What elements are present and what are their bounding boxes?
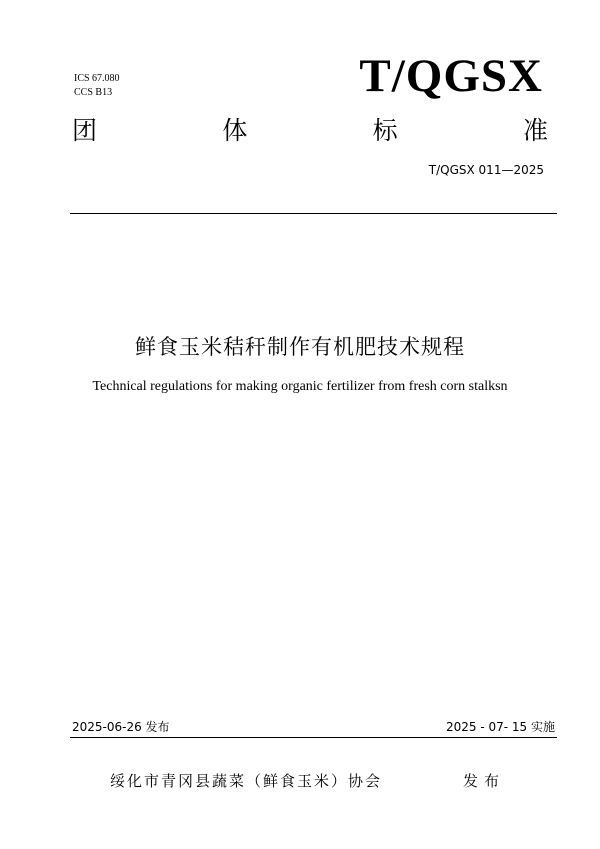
classification-codes [74, 72, 120, 100]
footer-divider [70, 737, 557, 738]
standard-type-char: 准 [522, 116, 548, 145]
standard-type-char: 标 [372, 116, 398, 145]
header-divider [70, 213, 557, 214]
document-title-english: Technical regulations for making organic fertilizer from fresh corn stalksn [92, 379, 508, 394]
ccs-code: CCS B13 [74, 87, 113, 98]
standard-type-char: 团 [72, 116, 98, 145]
effective-date: 2025 - 07- 15 实施 [446, 720, 555, 734]
ics-code: ICS 67.080 [74, 73, 120, 84]
standard-code-logo: T/QGSX [359, 50, 543, 102]
publisher-action: 发布 [463, 772, 506, 790]
publisher-name: 绥化市青冈县蔬菜（鲜食玉米）协会 [110, 772, 383, 790]
standard-number: T/QGSX 011—2025 [428, 163, 544, 177]
publish-date: 2025-06-26 发布 [72, 720, 170, 734]
document-title-chinese: 鲜食玉米秸秆制作有机肥技术规程 [135, 335, 465, 359]
standard-type-heading [72, 113, 548, 149]
standard-type-char: 体 [222, 116, 248, 145]
